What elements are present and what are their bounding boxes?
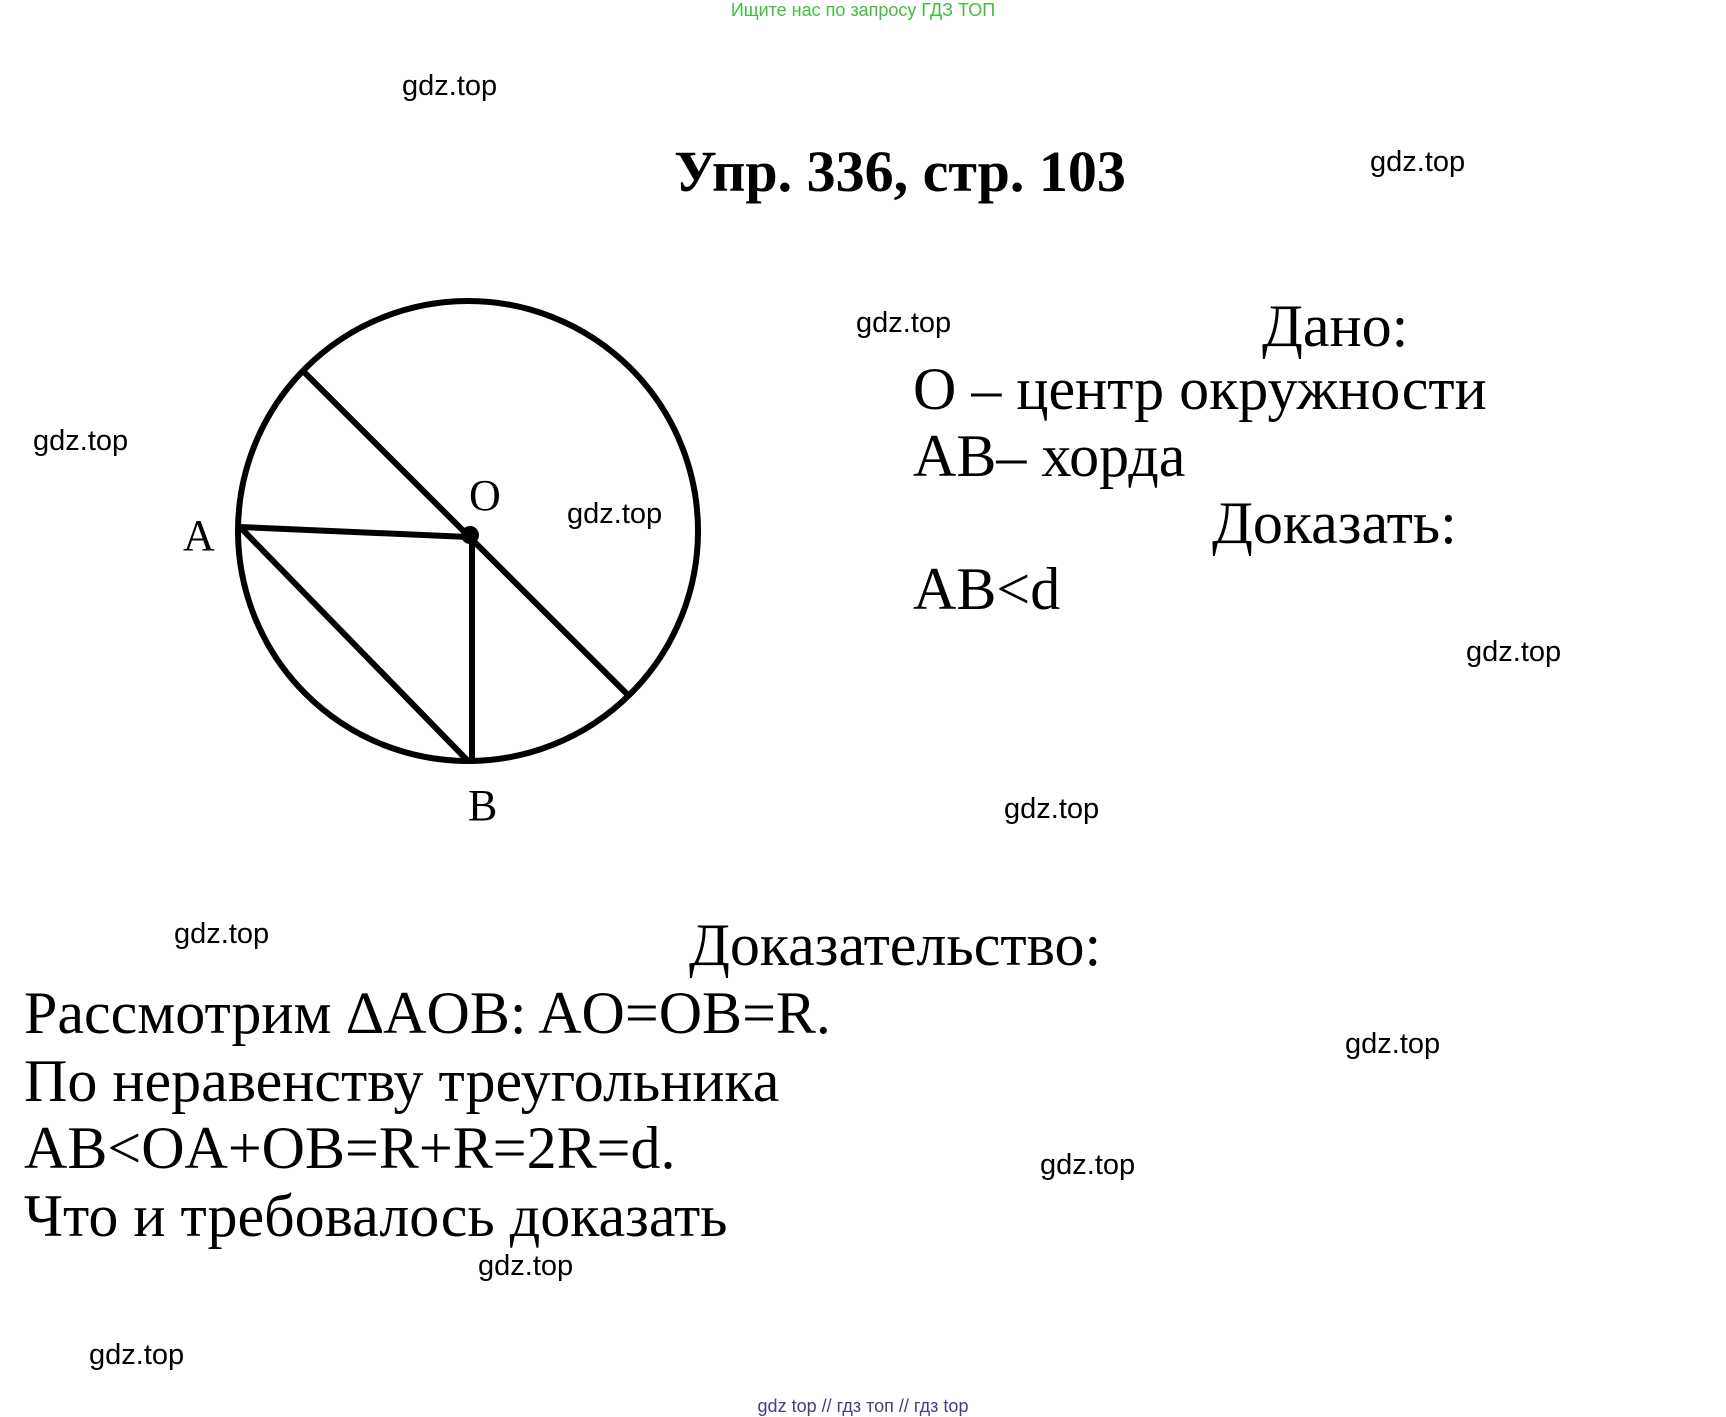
watermark-text: gdz.top xyxy=(1345,1028,1441,1060)
watermark-text: gdz.top xyxy=(478,1250,574,1282)
given-chord: AB– хорда xyxy=(913,423,1186,489)
prove-statement: AB<d xyxy=(913,556,1061,622)
segment-ao xyxy=(240,527,468,537)
exercise-title: Упр. 336, стр. 103 xyxy=(674,139,1126,204)
label-point-o: O xyxy=(469,471,501,520)
given-heading: Дано: xyxy=(1262,293,1409,359)
top-banner: Ищите нас по запросу ГДЗ ТОП xyxy=(730,0,996,20)
chord-ab xyxy=(240,527,468,761)
proof-line-4: Что и требовалось доказать xyxy=(24,1183,728,1249)
watermark-text: gdz.top xyxy=(856,307,952,339)
watermark-text: gdz.top xyxy=(1370,146,1466,178)
given-center: O – центр окружности xyxy=(913,356,1487,422)
center-point xyxy=(461,526,479,544)
proof-line-1: Рассмотрим ∆AOB: AO=OB=R. xyxy=(24,980,831,1046)
watermark-text: gdz.top xyxy=(1466,636,1562,668)
footer-links: gdz top // гдз топ // гдз top xyxy=(757,1396,969,1416)
watermark-text: gdz.top xyxy=(567,498,663,530)
watermark-text: gdz.top xyxy=(1004,793,1100,825)
watermark-text: gdz.top xyxy=(33,425,129,457)
watermark-text: gdz.top xyxy=(174,918,270,950)
proof-line-2: По неравенству треугольника xyxy=(24,1048,780,1114)
label-point-a: A xyxy=(183,511,215,560)
prove-heading: Доказать: xyxy=(1212,490,1457,556)
proof-line-3: AB<OA+OB=R+R=2R=d. xyxy=(24,1115,676,1181)
watermark-text: gdz.top xyxy=(1040,1149,1136,1181)
watermark-text: gdz.top xyxy=(402,70,498,102)
label-point-b: B xyxy=(468,781,498,830)
proof-heading: Доказательство: xyxy=(689,912,1102,978)
watermark-text: gdz.top xyxy=(89,1339,185,1371)
